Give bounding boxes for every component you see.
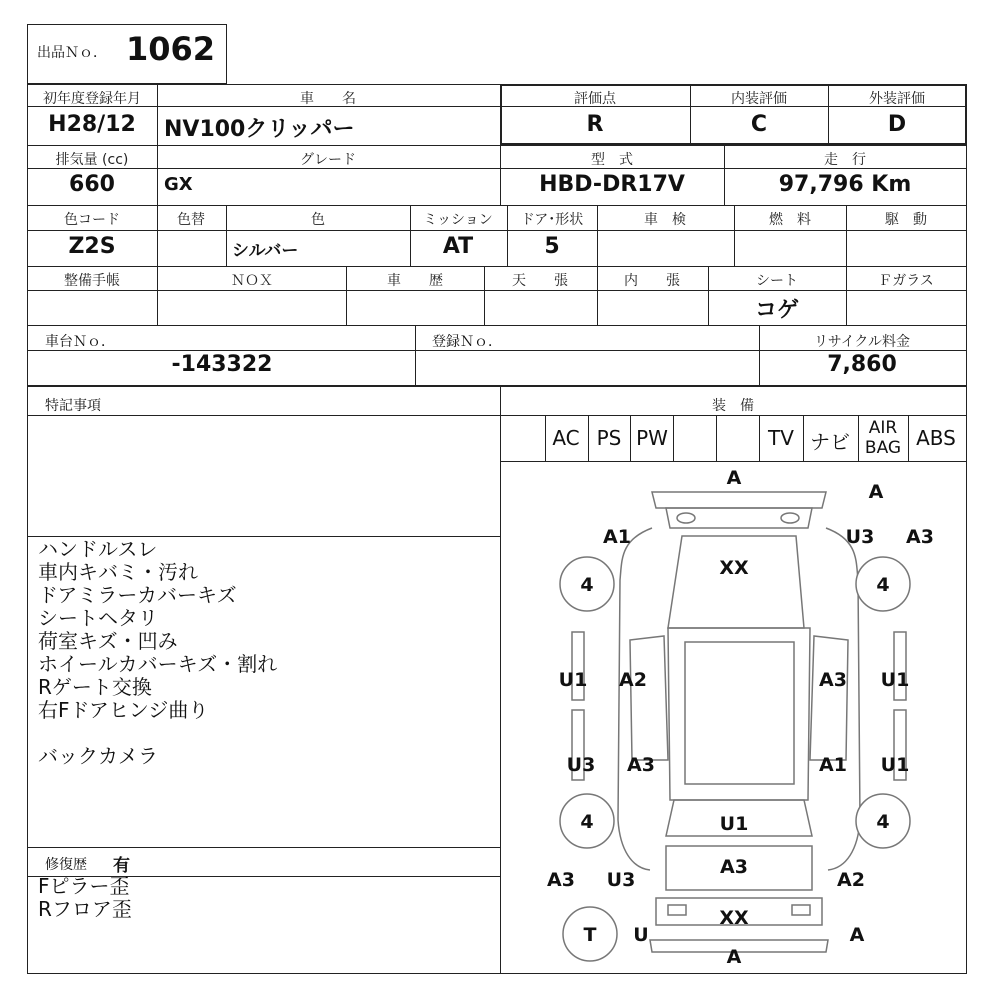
interior-label: 内装評価 <box>731 91 787 107</box>
repair-list <box>38 875 132 921</box>
note-item: 車内キバミ・汚れ <box>38 560 198 584</box>
displacement-value: 660 <box>69 172 115 197</box>
note-item <box>38 722 277 745</box>
repair-label: 修復歴 <box>45 857 87 873</box>
equipment-label: 装 備 <box>712 398 754 414</box>
damage-mark: A3 <box>627 754 655 776</box>
damage-mark: U3 <box>606 869 636 891</box>
car-name-value: NV100クリッパー <box>164 117 355 142</box>
damage-mark: U3 <box>845 526 875 548</box>
ceiling-label: 天 張 <box>512 273 568 289</box>
damage-mark: 4 <box>876 574 890 596</box>
recycle-label: リサイクル料金 <box>813 334 911 350</box>
eval-value: R <box>586 112 604 137</box>
repair-item: Rフロア歪 <box>38 897 132 921</box>
mileage-label: 走 行 <box>824 152 866 168</box>
equip-item: AC <box>552 426 580 450</box>
fuel-label: 燃 料 <box>769 212 811 228</box>
damage-mark: XX <box>719 557 749 579</box>
history-label: 車 歴 <box>387 273 443 289</box>
registration-label: 登録Ｎｏ． <box>432 334 502 350</box>
repair-value: 有 <box>113 856 130 876</box>
first-reg-value: H28/12 <box>48 112 136 137</box>
note-item: ホイールカバーキズ・割れ <box>38 652 278 676</box>
damage-mark: A <box>849 924 865 946</box>
note-item: 荷室キズ・凹み <box>38 629 178 653</box>
damage-mark: A3 <box>906 526 934 548</box>
lot-number: 1062 <box>126 30 216 68</box>
damage-mark: A3 <box>720 856 748 878</box>
damage-mark: A3 <box>819 669 847 691</box>
lot-label: 出品Ｎｏ． <box>37 45 107 61</box>
seat-value: コゲ <box>754 298 800 323</box>
damage-mark: A2 <box>619 669 647 691</box>
color-value: シルバー <box>232 241 299 261</box>
car-name-label: 車 名 <box>300 91 356 107</box>
damage-mark: U1 <box>719 813 749 835</box>
mission-label: ミッション <box>423 212 493 228</box>
damage-mark: T <box>583 924 597 946</box>
model-value: HBD-DR17V <box>539 172 685 197</box>
damage-mark: 4 <box>876 811 890 833</box>
damage-mark: U1 <box>880 754 910 776</box>
interior-value: C <box>750 112 768 137</box>
note-item: シートヘタリ <box>38 606 158 630</box>
grade-value: GX <box>164 174 193 195</box>
eval-label: 評価点 <box>574 91 616 107</box>
chassis-value: -143322 <box>171 352 273 377</box>
note-item: バックカメラ <box>38 744 158 768</box>
grade-label: グレード <box>300 152 356 168</box>
note-item: Rゲート交換 <box>38 675 152 699</box>
glass-label: Ｆガラス <box>878 273 934 289</box>
color-label: 色 <box>311 212 325 228</box>
model-label: 型 式 <box>591 152 633 168</box>
damage-mark: A <box>726 946 742 968</box>
recycle-value: 7,860 <box>827 352 897 377</box>
color-code-label: 色コード <box>64 212 120 228</box>
seat-label: シート <box>756 273 798 289</box>
damage-mark: U1 <box>558 669 588 691</box>
first-reg-label: 初年度登録年月 <box>43 91 141 107</box>
damage-mark: A <box>868 481 884 503</box>
damage-mark: A3 <box>547 869 575 891</box>
inner-label: 内 張 <box>624 273 680 289</box>
note-item: 右Fドアヒンジ曲り <box>38 698 209 722</box>
equip-item: TV <box>768 426 794 450</box>
notes-label: 特記事項 <box>45 398 101 414</box>
damage-mark: A1 <box>819 754 847 776</box>
exterior-value: D <box>887 112 907 137</box>
door-label: ドア･形状 <box>520 212 584 228</box>
chassis-label: 車台Ｎｏ． <box>45 334 115 350</box>
displacement-label: 排気量 (cc) <box>55 152 129 168</box>
repair-item: Fピラー歪 <box>38 874 130 898</box>
damage-mark: U <box>633 924 649 946</box>
damage-mark: XX <box>719 907 749 929</box>
mileage-value: 97,796 Km <box>778 172 912 197</box>
nox-label: ＮＯＸ <box>231 273 273 289</box>
damage-mark: A <box>726 467 742 489</box>
drive-label: 駆 動 <box>885 212 927 228</box>
notes-list <box>38 538 277 768</box>
damage-mark: A2 <box>837 869 865 891</box>
door-value: 5 <box>544 234 560 259</box>
note-item: ドアミラーカバーキズ <box>38 583 237 607</box>
inspection-label: 車 検 <box>644 212 686 228</box>
damage-mark: U3 <box>566 754 596 776</box>
exterior-label: 外装評価 <box>869 91 925 107</box>
mission-value: AT <box>442 234 474 259</box>
color-change-label: 色替 <box>177 212 205 228</box>
note-item: ハンドルスレ <box>38 537 158 561</box>
car-diagram <box>501 462 966 973</box>
damage-mark: A1 <box>603 526 631 548</box>
equip-item: ABS <box>916 426 956 450</box>
damage-mark: 4 <box>580 811 594 833</box>
equip-item: PW <box>636 426 668 450</box>
equip-item: ナビ <box>810 430 850 454</box>
damage-mark: U1 <box>880 669 910 691</box>
equip-item: AIR BAG <box>864 418 902 458</box>
color-code-value: Z2S <box>68 234 116 259</box>
damage-mark: 4 <box>580 574 594 596</box>
equip-item: PS <box>596 426 622 450</box>
maintenance-label: 整備手帳 <box>64 273 120 289</box>
